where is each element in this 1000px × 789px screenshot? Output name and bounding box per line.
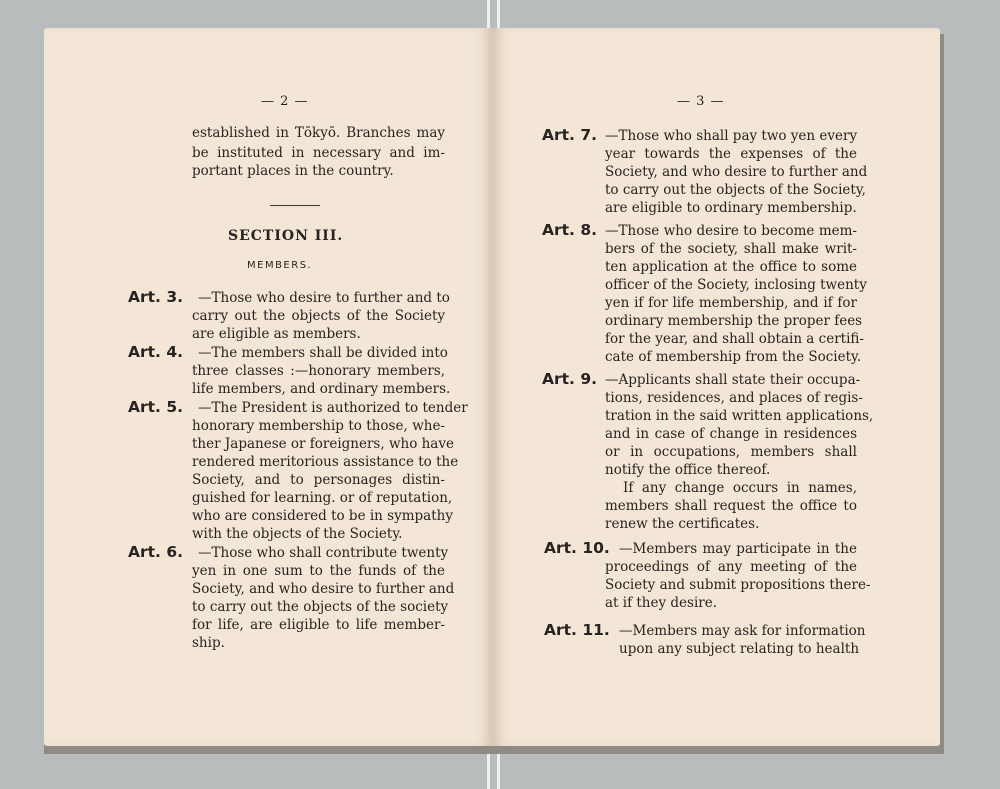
article-line: and in case of change in residences (605, 426, 857, 442)
article-line: —Members may participate in the (619, 541, 857, 557)
article-line: are eligible to ordinary membership. (605, 200, 857, 216)
article-label: Art. 8. (542, 221, 598, 239)
section-title: SECTION III. (228, 228, 344, 244)
article-line: carry out the objects of the Society (192, 308, 445, 324)
page-number-right: — 3 — (677, 94, 725, 109)
right-page (494, 28, 940, 746)
intro-line: established in Tōkyō. Branches may (192, 125, 445, 141)
article-line: —Those who shall pay two yen every (605, 128, 858, 144)
left-page (44, 28, 491, 746)
article-line: rendered meritorious assistance to the (192, 454, 459, 470)
article-line: with the objects of the Society. (192, 526, 403, 542)
article-line: —The President is authorized to tender (198, 400, 468, 416)
article-line: tration in the said written applications, (605, 408, 874, 424)
article-line: three classes :—honorary members, (192, 363, 445, 379)
article-line: to carry out the objects of the Society, (605, 182, 866, 198)
article-label: Art. 9. (542, 370, 598, 388)
article-line: Society and submit propositions there- (605, 577, 871, 593)
article-label: Art. 6. (128, 543, 184, 561)
article-label: Art. 4. (128, 343, 184, 361)
article-line: or in occupations, members shall (605, 444, 857, 460)
article-label: Art. 3. (128, 288, 184, 306)
article-line: who are considered to be in sympathy (192, 508, 453, 524)
article-line: bers of the society, shall make writ- (605, 241, 857, 257)
article-line: guished for learning. or of reputation, (192, 490, 453, 506)
article-line: for the year, and shall obtain a certifi- (605, 331, 864, 347)
article-line: —Those who shall contribute twenty (198, 545, 449, 561)
article-line: yen in one sum to the funds of the (192, 563, 445, 579)
article-line: honorary membership to those, whe- (192, 418, 445, 434)
article-line: officer of the Society, inclosing twenty (605, 277, 867, 293)
article-line: tions, residences, and places of regis- (605, 390, 863, 406)
article-line: upon any subject relating to health (619, 641, 860, 657)
article-line: proceedings of any meeting of the (605, 559, 857, 575)
article-line: life members, and ordinary members. (192, 381, 451, 397)
article-line: Society, and to personages distin- (192, 472, 445, 488)
article-line: Society, and who desire to further and (605, 164, 868, 180)
section-divider (270, 205, 320, 206)
article-line: Society, and who desire to further and (192, 581, 455, 597)
article-line: —The members shall be divided into (198, 345, 448, 361)
article-line: for life, are eligible to life member- (192, 617, 445, 633)
article-line: —Members may ask for information (619, 623, 866, 639)
article-line: ordinary membership the proper fees (605, 313, 863, 329)
article-label: Art. 5. (128, 398, 184, 416)
article-line: ten application at the office to some (605, 259, 857, 275)
article-line: renew the certificates. (605, 516, 760, 532)
article-line: cate of membership from the Society. (605, 349, 862, 365)
article-line: —Those who desire to become mem- (605, 223, 857, 239)
article-line: If any change occurs in names, (623, 480, 857, 496)
article-line: at if they desire. (605, 595, 718, 611)
article-line: ther Japanese or foreigners, who have (192, 436, 454, 452)
article-line: notify the office thereof. (605, 462, 771, 478)
article-line: ship. (192, 635, 225, 651)
article-line: members shall request the office to (605, 498, 857, 514)
article-line: —Those who desire to further and to (198, 290, 450, 306)
article-label: Art. 11. (544, 621, 610, 639)
article-label: Art. 10. (544, 539, 610, 557)
page-number-left: — 2 — (261, 94, 309, 109)
intro-line: be instituted in necessary and im- (192, 145, 445, 161)
article-line: to carry out the objects of the society (192, 599, 449, 615)
article-line: yen if for life membership, and if for (605, 295, 857, 311)
article-line: —Applicants shall state their occupa- (605, 372, 861, 388)
section-subtitle: MEMBERS. (247, 260, 313, 271)
intro-line: portant places in the country. (192, 163, 394, 179)
article-line: are eligible as members. (192, 326, 361, 342)
article-label: Art. 7. (542, 126, 598, 144)
article-line: year towards the expenses of the (605, 146, 857, 162)
